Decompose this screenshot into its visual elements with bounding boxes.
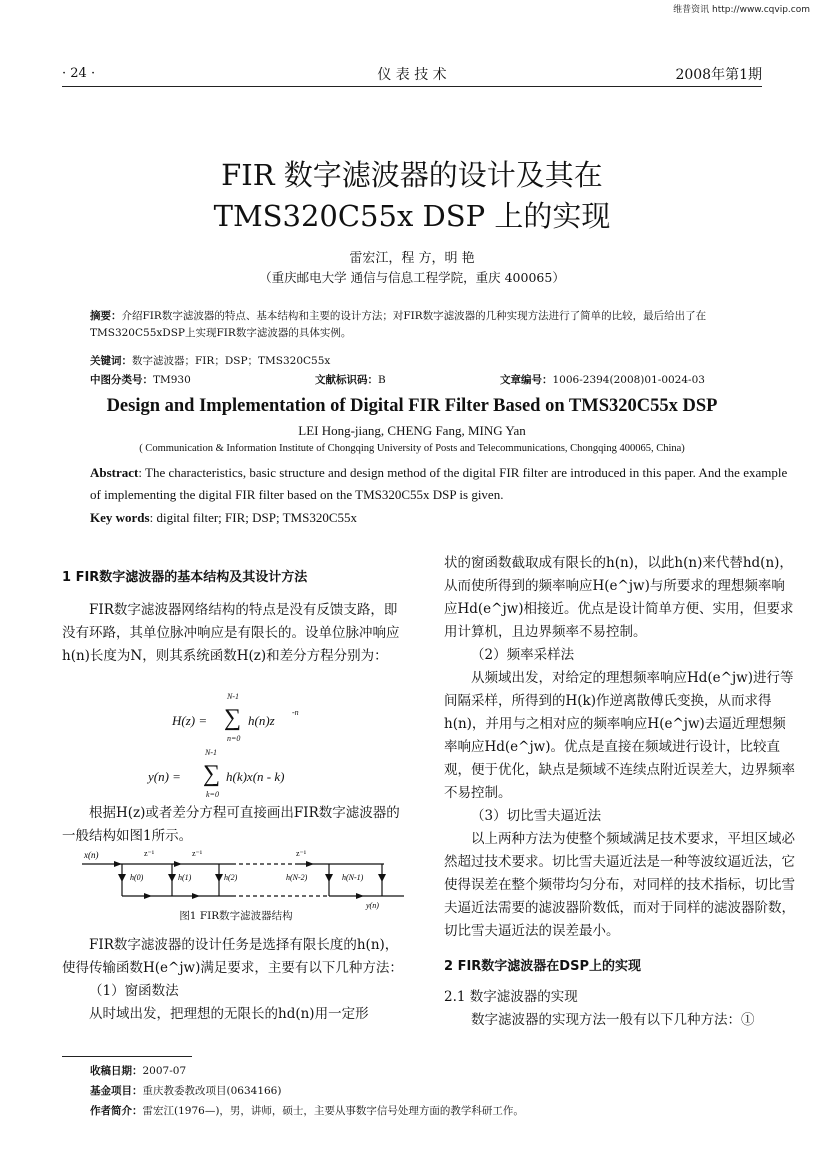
- multiplier-icon: [215, 874, 223, 882]
- arrow-icon: [356, 893, 364, 899]
- fund-value: 重庆教委教改项目(0634166): [142, 1085, 282, 1097]
- arrow-icon: [306, 861, 314, 867]
- equation-1: [172, 692, 372, 744]
- sum-symbol-icon: ∑: [203, 761, 221, 787]
- article-no-value: 1006-2394(2008)01-0024-03: [552, 374, 705, 386]
- clc-value: TM930: [153, 374, 191, 386]
- right-paragraph-3: 以上两种方法为使整个频域满足技术要求，平坦区域必然超过技术要求。切比雪夫逼近法是一种等波纹逼近法，它使得误差在整个频带均匀分布，对同样的技术指标，切比雪夫逼近法需要的滤波器阶数低，而对于同样的滤波器阶数，切比雪夫逼近法的误差最小。: [444, 831, 795, 939]
- journal-name: 仪 表 技 术: [377, 67, 447, 83]
- method-3-heading: （3）切比雪夫逼近法: [471, 808, 602, 824]
- keywords-cn: [90, 353, 790, 370]
- abstract-cn-text: 介绍FIR数字滤波器的特点、基本结构和主要的设计方法；对FIR数字滤波器的几种实现方法进行了简单的比较，最后给出了在TMS320C55xDSP上实现FIR数字滤波器的具体实例。: [90, 310, 707, 339]
- diagram-input-label: x(n): [84, 850, 99, 860]
- footnote-rule: [62, 1056, 192, 1057]
- keywords-cn-text: 数字滤波器；FIR；DSP；TMS320C55x: [132, 355, 331, 367]
- page-number: · 24 ·: [62, 66, 96, 81]
- multiplier-icon: [168, 874, 176, 882]
- received-value: 2007-07: [142, 1065, 187, 1077]
- arrow-icon: [192, 893, 200, 899]
- affiliation-cn: （重庆邮电大学 通信与信息工程学院，重庆 400065）: [259, 270, 565, 285]
- multiplier-icon: [378, 874, 386, 882]
- left-column-3: [62, 934, 410, 1026]
- fir-structure-diagram: [74, 846, 414, 916]
- abstract-cn: [90, 308, 790, 342]
- authors-cn: 雷宏江，程 方，明 艳: [349, 251, 475, 266]
- eq2-upper-limit: N-1: [205, 748, 217, 757]
- keywords-en-label: Key words: [90, 510, 150, 525]
- tap-label-n2: h(N-2): [286, 873, 308, 882]
- abstract-cn-label: 摘要：: [90, 310, 122, 322]
- sum-symbol-icon: ∑: [224, 705, 242, 731]
- figure-1-caption: 图1 FIR数字滤波器结构: [179, 910, 293, 922]
- tap-label-0: h(0): [130, 873, 144, 882]
- section-1-heading: 1 FIR数字滤波器的基本结构及其设计方法: [62, 570, 308, 585]
- keywords-cn-label: 关键词：: [90, 355, 132, 367]
- abstract-en-label: Abstract: [90, 465, 139, 480]
- author-bio: [90, 1102, 524, 1120]
- delay-label-3: z⁻¹: [296, 849, 307, 858]
- method-2-heading: （2）频率采样法: [471, 647, 575, 663]
- subsection-2-1-heading: 2.1 数字滤波器的实现: [444, 989, 578, 1005]
- title-cn-line2: TMS320C55x DSP 上的实现: [213, 199, 611, 233]
- delay-label-1: z⁻¹: [144, 849, 155, 858]
- eq2-lhs: y(n) =: [148, 769, 181, 784]
- right-column: [444, 552, 796, 1032]
- diagram-output-label: y(n): [366, 901, 379, 910]
- right-paragraph-2: 从频域出发，对给定的理想频率响应Hd(e^jw)进行等间隔采样，所得到的H(k)作逆离散傅氏变换，从而求得h(n)，并用与之相对应的频率响应H(e^jw)去逼近理想频率响应Hd(e^jw)。优点是直接在频域进行设计，比较直观，便于优化，缺点是频域不连续点附近误差大，边界频率不易控制。: [444, 670, 795, 801]
- received-date: [90, 1062, 186, 1080]
- abstract-en-text: : The characteristics, basic structure and design method of the digital FIR filter are introduced in this paper. And the example of implementing the digital FIR filter based on the TMS320C55x DSP is given.: [90, 465, 788, 502]
- authors-en: LEI Hong-jiang, CHENG Fang, MING Yan: [298, 423, 526, 438]
- doc-code-label: 文献标识码：: [315, 374, 378, 386]
- tap-label-1: h(1): [178, 873, 192, 882]
- fund-project: [90, 1082, 281, 1100]
- right-paragraph-1: 状的窗函数截取成有限长的h(n)，以此h(n)来代替hd(n)，从而使所得到的频率响应H(e^jw)与所要求的理想频率响应Hd(e^jw)相接近。优点是设计简单方便、实用，但要求用计算机，且边界频率不易控制。: [444, 555, 794, 640]
- issue-label: 2008年第1期: [675, 67, 762, 83]
- received-label: 收稿日期：: [90, 1065, 143, 1077]
- header-rule: [62, 86, 762, 87]
- affiliation-en: ( Communication & Information Institute of Chongqing University of Posts and Telecommunications, Chongqing 400065, China): [139, 443, 685, 454]
- eq1-rhs: h(n)z: [248, 713, 275, 728]
- left-paragraph-4: 从时域出发，把理想的无限长的hd(n)用一定形: [89, 1006, 369, 1022]
- tap-label-2: h(2): [224, 873, 238, 882]
- left-column: [62, 566, 410, 668]
- eq2-lower-limit: k=0: [206, 790, 219, 799]
- arrow-icon: [174, 861, 182, 867]
- section-2-heading: 2 FIR数字滤波器在DSP上的实现: [444, 959, 641, 974]
- title-en: Design and Implementation of Digital FIR Filter Based on TMS320C55x DSP: [106, 396, 718, 416]
- article-no-label: 文章编号：: [500, 374, 553, 386]
- method-1-heading: （1）窗函数法: [89, 983, 179, 999]
- keywords-en: [90, 510, 357, 526]
- fund-label: 基金项目：: [90, 1085, 143, 1097]
- multiplier-icon: [325, 874, 333, 882]
- left-paragraph-2: 根据H(z)或者差分方程可直接画出FIR数字滤波器的一般结构如图1所示。: [62, 805, 400, 844]
- delay-label-2: z⁻¹: [192, 849, 203, 858]
- left-paragraph-1: FIR数字滤波器网络结构的特点是没有反馈支路，即没有环路，其单位脉冲响应是有限长的。设单位脉冲响应h(n)长度为N，则其系统函数H(z)和差分方程分别为：: [62, 602, 400, 664]
- eq1-lower-limit: n=0: [227, 734, 241, 743]
- author-bio-label: 作者简介：: [90, 1105, 143, 1117]
- keywords-en-text: : digital filter; FIR; DSP; TMS320C55x: [149, 510, 358, 525]
- author-bio-value: 雷宏江(1976—)，男，讲师，硕士，主要从事数字信号处理方面的教学科研工作。: [142, 1105, 524, 1117]
- eq1-upper-limit: N-1: [227, 692, 239, 701]
- eq2-rhs: h(k)x(n - k): [226, 769, 285, 784]
- multiplier-icon: [118, 874, 126, 882]
- doc-code-value: B: [378, 374, 386, 386]
- arrow-icon: [114, 861, 122, 867]
- clc-label: 中图分类号：: [90, 374, 153, 386]
- left-column-2: [62, 802, 410, 848]
- eq1-exponent: -n: [292, 708, 299, 717]
- left-paragraph-3: FIR数字滤波器的设计任务是选择有限长度的h(n)，使得传输函数H(e^jw)满足要求，主要有以下几种方法：: [62, 937, 403, 976]
- arrow-icon: [144, 893, 152, 899]
- title-cn-line1: FIR 数字滤波器的设计及其在: [221, 158, 603, 192]
- right-paragraph-4: 数字滤波器的实现方法一般有以下几种方法：①: [471, 1012, 755, 1028]
- watermark-text: 维普资讯 http://www.cqvip.com: [673, 5, 810, 15]
- tap-label-n1: h(N-1): [342, 873, 364, 882]
- equation-2: [148, 748, 368, 800]
- abstract-en: [90, 462, 796, 506]
- eq1-lhs: H(z) =: [172, 713, 208, 728]
